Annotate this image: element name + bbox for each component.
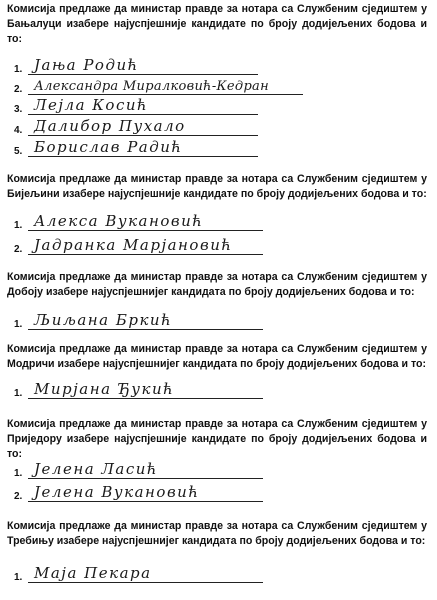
entry-number: 4. — [14, 125, 23, 136]
signature-line — [28, 398, 263, 399]
signature-line — [28, 94, 303, 95]
handwritten-name: Алекса Вукановић — [34, 212, 204, 230]
proposal-text: Комисија предлаже да министар правде за нотара са Службеним сједиштем у Модричи изабере најуспјешнијег кандидата по броју додијељених бодова и то: — [7, 343, 427, 370]
entry-number: 2. — [14, 244, 23, 255]
entry-number: 1. — [14, 64, 23, 75]
entry-number: 1. — [14, 468, 23, 479]
handwritten-name: Лејла Косић — [34, 96, 149, 114]
handwritten-name: Љиљана Бркић — [34, 311, 173, 329]
entry-number: 2. — [14, 491, 23, 502]
handwritten-name: Јадранка Марјановић — [34, 236, 233, 254]
handwritten-name: Јања Родић — [34, 56, 139, 74]
handwritten-name: Јелена Ласић — [34, 460, 159, 478]
handwritten-name: Александра Миралковић-Кедран — [34, 79, 269, 94]
signature-line — [28, 135, 258, 136]
proposal-text: Комисија предлаже да министар правде за нотара са Службеним сједиштем у Добоју изабере најуспјешнијег кандидата по броју додијељених бодова и то: — [7, 271, 427, 298]
handwritten-name: Мирјана Ђукић — [34, 380, 175, 398]
signature-line — [28, 478, 263, 479]
entry-number: 2. — [14, 84, 23, 95]
signature-line — [28, 254, 263, 255]
signature-line — [28, 114, 258, 115]
signature-line — [28, 156, 258, 157]
entry-number: 1. — [14, 220, 23, 231]
entry-number: 1. — [14, 572, 23, 583]
signature-line — [28, 329, 263, 330]
handwritten-name: Борислав Радић — [34, 138, 183, 156]
handwritten-name: Маја Пекара — [34, 564, 152, 582]
proposal-text: Комисија предлаже да министар правде за нотара са Службеним сједиштем у Бијељини изабере најуспјешније кандидате по броју додијељених бодова и то: — [7, 173, 427, 200]
proposal-text: Комисија предлаже да министар правде за нотара са Службеним сједиштем у Приједору изабере најуспјешније кандидате по броју додијељених бодова и то: — [7, 418, 427, 460]
handwritten-name: Јелена Вукановић — [34, 483, 200, 501]
signature-line — [28, 74, 258, 75]
entry-number: 5. — [14, 146, 23, 157]
signature-line — [28, 230, 263, 231]
signature-line — [28, 582, 263, 583]
entry-number: 3. — [14, 104, 23, 115]
signature-line — [28, 501, 263, 502]
handwritten-name: Далибор Пухало — [34, 117, 186, 135]
proposal-text: Комисија предлаже да министар правде за нотара са Службеним сједиштем у Бањалуци изабере најуспјешније кандидате по броју додијељених бодова и то: — [7, 3, 427, 45]
proposal-text: Комисија предлаже да министар правде за нотара са Службеним сједиштем у Требињу изабере најуспјешнијег кандидата по броју додијељених бодова и то: — [7, 520, 427, 547]
entry-number: 1. — [14, 319, 23, 330]
entry-number: 1. — [14, 388, 23, 399]
